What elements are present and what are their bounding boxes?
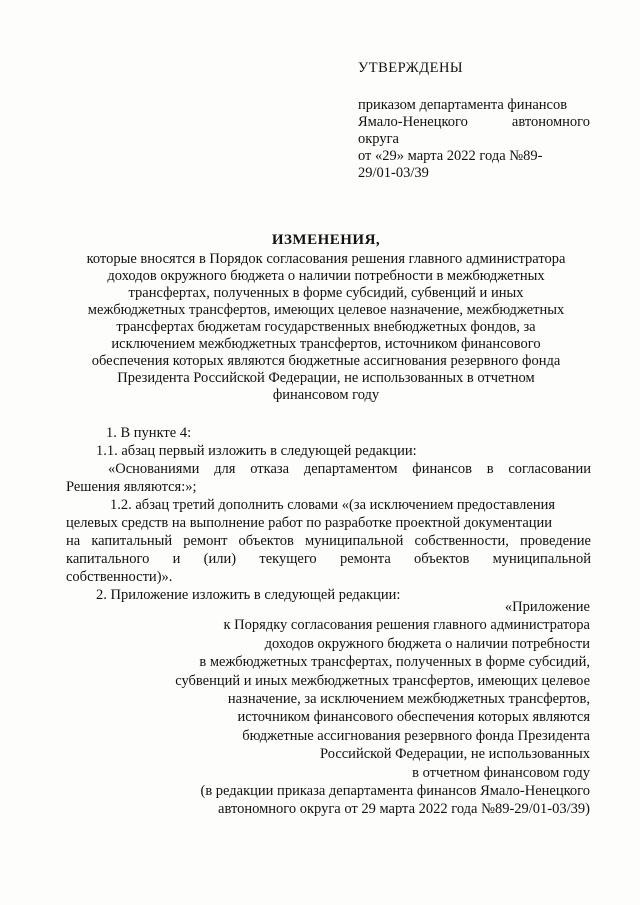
appendix-line: доходов окружного бюджета о наличии потребности — [264, 635, 590, 652]
approval-line-part: автономного — [511, 114, 590, 130]
paragraph-quote-line: Решения являются:»; — [66, 479, 197, 495]
paragraph-1-2-line: собственности)». — [66, 569, 173, 585]
appendix-line: в межбюджетных трансфертах, полученных в форме субсидий, — [199, 654, 590, 671]
appendix-line: источником финансового обеспечения которых являются — [237, 709, 590, 726]
heading-line: трансфертах, полученных в форме субсидий, субвенций и иных — [128, 285, 524, 301]
word: (или) — [203, 551, 237, 567]
document-body — [66, 424, 591, 604]
word: капитального — [66, 551, 150, 567]
approval-line — [358, 114, 590, 131]
paragraph-2: 2. Приложение изложить в следующей редакции: — [96, 587, 401, 603]
approval-line: приказом департамента финансов — [358, 97, 568, 113]
appendix-line: бюджетные ассигнования резервного фонда Президента — [242, 727, 590, 744]
paragraph-1-2-line: целевых средств на выполнение работ по разработке проектной документации — [66, 515, 553, 531]
appendix-line: Российской Федерации, не использованных — [320, 746, 590, 763]
approval-line: 29/01-03/39 — [358, 165, 429, 181]
approval-title: УТВЕРЖДЕНЫ — [358, 60, 464, 76]
word: и — [172, 551, 181, 567]
appendix-line: субвенций и иных межбюджетных трансфертов, имеющих целевое — [175, 672, 590, 689]
paragraph-1: 1. В пункте 4: — [106, 425, 192, 441]
appendix-line: «Приложение — [504, 599, 590, 615]
heading-line: Президента Российской Федерации, не использованных в отчетном — [117, 370, 535, 386]
word: ремонта — [339, 551, 391, 567]
paragraph-1-2-line: на капитальный ремонт объектов муниципальной собственности, проведение — [66, 533, 591, 549]
appendix-line: в отчетном финансовом году — [412, 764, 590, 781]
paragraph-1-1: 1.1. абзац первый изложить в следующей редакции: — [96, 443, 417, 459]
paragraph-1-2: 1.2. абзац третий дополнить словами «(за исключением предоставления — [110, 497, 556, 513]
document-title: ИЗМЕНЕНИЯ, — [271, 232, 381, 248]
appendix-line: назначение, за исключением межбюджетных трансфертов, — [227, 691, 590, 708]
approval-line-part: Ямало-Ненецкого — [358, 114, 468, 130]
paragraph-1-2-line — [66, 550, 591, 568]
heading-line: межбюджетных трансфертов, имеющих целевое назначение, межбюджетных — [87, 302, 565, 318]
appendix-header — [150, 598, 590, 819]
approval-line: округа — [358, 131, 399, 147]
heading-line: исключением межбюджетных трансфертов, источником финансового — [111, 336, 541, 352]
heading-line: обеспечения которых являются бюджетные ассигнования резервного фонда — [91, 353, 561, 369]
heading-line: доходов окружного бюджета о наличии потребности в межбюджетных — [107, 268, 545, 284]
paragraph-quote-line — [66, 460, 591, 478]
heading-line: трансфертах бюджетам государственных внебюджетных фондов, за — [116, 319, 536, 335]
appendix-line: автономного округа от 29 марта 2022 года №89-29/01-03/39) — [218, 801, 590, 818]
heading-line: которые вносятся в Порядок согласования решения главного администратора — [86, 251, 566, 267]
word: муниципальной — [492, 551, 591, 567]
word: объектов — [414, 551, 470, 567]
approval-line: от «29» марта 2022 года №89- — [358, 148, 543, 164]
heading-line: финансовом году — [272, 387, 380, 403]
appendix-line: к Порядку согласования решения главного администратора — [223, 617, 590, 634]
appendix-line: (в редакции приказа департамента финансов Ямало-Ненецкого — [200, 783, 590, 800]
changes-heading — [56, 232, 596, 404]
word: текущего — [259, 551, 317, 567]
quote-text: «Основаниями для отказа департаментом финансов в согласовании — [108, 461, 591, 477]
approval-stamp — [358, 60, 590, 182]
